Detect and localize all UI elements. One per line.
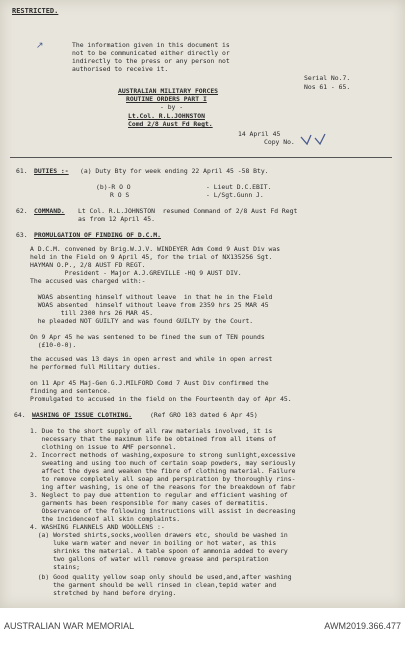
item-64-line-16: shrinks the material. A table spoon of ammonia added to every (30, 547, 288, 555)
restriction-notice-line-4: authorised to receive it. (72, 65, 169, 73)
item-63-line-7: WOAS absenting himself without leave in that he in the Field (30, 293, 273, 301)
item-64-line-19: (b) Good quality yellow soap only should be used,and,after washing (30, 573, 292, 581)
item-62-number: 62. (16, 207, 28, 215)
item-63-line-1: A D.C.M. convened by Brig.W.J.V. WINDEYER Adm Comd 9 Aust Div was (30, 245, 281, 253)
item-63-line-2: held in the Field on 9 April 45, for the trial of NX135256 Sgt. (30, 253, 273, 261)
item-63-number: 63. (16, 231, 28, 239)
item-64-line-15: luke warm water and never in boiling or hot water, as this (30, 539, 277, 547)
item-63-line-5: The accused was charged with:- (30, 277, 146, 285)
item-64-line-17: two gallons of water will remove grease and perspiration (30, 555, 269, 563)
item-64-line-6: affect the dyes and weaken the fibre of clothing material. Failure (30, 467, 296, 475)
handwritten-copy-number (298, 131, 332, 147)
item-61-roo-value: - Lieut D.C.EBIT. (206, 183, 272, 191)
item-64-line-18: stains; (30, 563, 81, 571)
archive-name: AUSTRALIAN WAR MEMORIAL (4, 621, 135, 631)
item-63-line-9: till 2300 hrs 26 MAR 45. (30, 309, 154, 317)
order-numbers: Nos 61 - 65. (304, 83, 351, 91)
item-64-line-3: clothing on issue to AMF personnel. (30, 443, 177, 451)
archive-footer (0, 608, 405, 653)
title-line-3: - by - (160, 103, 184, 111)
item-61-title: DUTIES :- (34, 167, 69, 175)
item-61-number: 61. (16, 167, 28, 175)
item-64-line-21: stretched by hand before drying. (30, 589, 177, 597)
item-64-title: WASHING OF ISSUE CLOTHING. (32, 411, 133, 419)
item-64-line-11: Observance of the following instructions will assist in decreasing (30, 507, 296, 515)
item-64-line-9: 3. Neglect to pay due attention to regular and efficient washing of (30, 491, 288, 499)
restriction-notice-line-1: The information given in this document is (72, 41, 230, 49)
restriction-notice-line-2: not to be communicated either directly or (72, 49, 230, 57)
item-63-line-18: finding and sentence. (30, 387, 111, 395)
archive-reference: AWM2019.366.477 (324, 621, 401, 631)
item-63-line-4: President - Major A.J.GREVILLE -HQ 9 AUST DIV. (30, 269, 242, 277)
item-63-line-8: WOAS absented himself without leave from 2359 hrs 25 MAR 45 (30, 301, 269, 309)
item-64-line-1: 1. Due to the short supply of all raw materials involved, it is (30, 427, 273, 435)
title-line-1: AUSTRALIAN MILITARY FORCES (118, 87, 219, 95)
item-63-line-17: on 11 Apr 45 Maj-Gen G.J.MILFORD Comd 7 Aust Div confirmed the (30, 379, 269, 387)
item-61-roo: (b)-R O O (96, 183, 131, 191)
title-line-4: Lt.Col. R.L.JOHNSTON (128, 112, 205, 120)
order-date: 14 April 45 (238, 130, 281, 138)
section-divider (10, 157, 392, 158)
item-61-ros-value: - L/Sgt.Gunn J. (206, 191, 264, 199)
item-63-line-19: Promulgated to accused in the field on the Fourteenth day of Apr 45. (30, 395, 292, 403)
restriction-notice-line-3: indirectly to the press or any person not (72, 57, 230, 65)
restricted-label: RESTRICTED. (12, 7, 59, 15)
item-63-line-13: (£10-0-0). (30, 341, 77, 349)
item-63-line-14: the accused was 13 days in open arrest and while in open arrest (30, 355, 273, 363)
item-63-line-12: On 9 Apr 45 he was sentened to be fined the sum of TEN pounds (30, 333, 265, 341)
title-line-5: Comd 2/8 Aust Fd Regt. (128, 120, 213, 128)
item-63-line-3: HAYMAN O.P., 2/8 AUST FD REGT. (30, 261, 146, 269)
item-64-line-2: necessary that the maximum life be obtained from all items of (30, 435, 277, 443)
item-64-line-13: 4. WASHING FLANNELS AND WOOLLENS :- (30, 523, 165, 531)
item-64-line-5: sweating and using too much of certain soap powders, may seriously (30, 459, 296, 467)
item-63-title: PROMULGATION OF FINDING OF D.C.M. (34, 231, 161, 239)
item-64-line-14: (a) Worsted shirts,socks,woollen drawers etc, should be washed in (30, 531, 288, 539)
item-64-line-10: garments has been responsible for many cases of dermatitis. (30, 499, 269, 507)
item-64-line-8: ing after washing, is one of the reasons for the breakdown of fabr (30, 483, 296, 491)
item-63-line-15: he performed full Military duties. (30, 363, 161, 371)
item-64-reference: (Ref GRO 103 dated 6 Apr 45) (150, 411, 258, 419)
item-62-line-2: as from 12 April 45. (78, 215, 155, 223)
item-61-ros: R O S (110, 191, 130, 199)
pen-arrow-mark: ↗ (36, 41, 44, 51)
serial-number: Serial No.7. (304, 74, 351, 82)
item-64-number: 64. (14, 411, 26, 419)
item-64-line-12: the incidenceof all skin complaints. (30, 515, 181, 523)
item-61-duty-line: (a) Duty Bty for week ending 22 April 45 -58 Bty. (80, 167, 269, 175)
item-62-title: COMMAND. (34, 207, 65, 215)
item-64-line-20: the garment should be well rinsed in clean,tepid water and (30, 581, 277, 589)
item-62-line-1: Lt Col. R.L.JOHNSTON resumed Command of 2/8 Aust Fd Regt (78, 207, 298, 215)
item-64-line-4: 2. Incorrect methods of washing,exposure to strong sunlight,excessive (30, 451, 296, 459)
title-line-2: ROUTINE ORDERS PART I (126, 95, 207, 103)
copy-number-label: Copy No. (264, 138, 295, 146)
item-64-line-7: to remove completely all soap and perspiration by thoroughly rins- (30, 475, 296, 483)
item-63-line-10: he pleaded NOT GUILTY and was found GUILTY by the Court. (30, 317, 254, 325)
